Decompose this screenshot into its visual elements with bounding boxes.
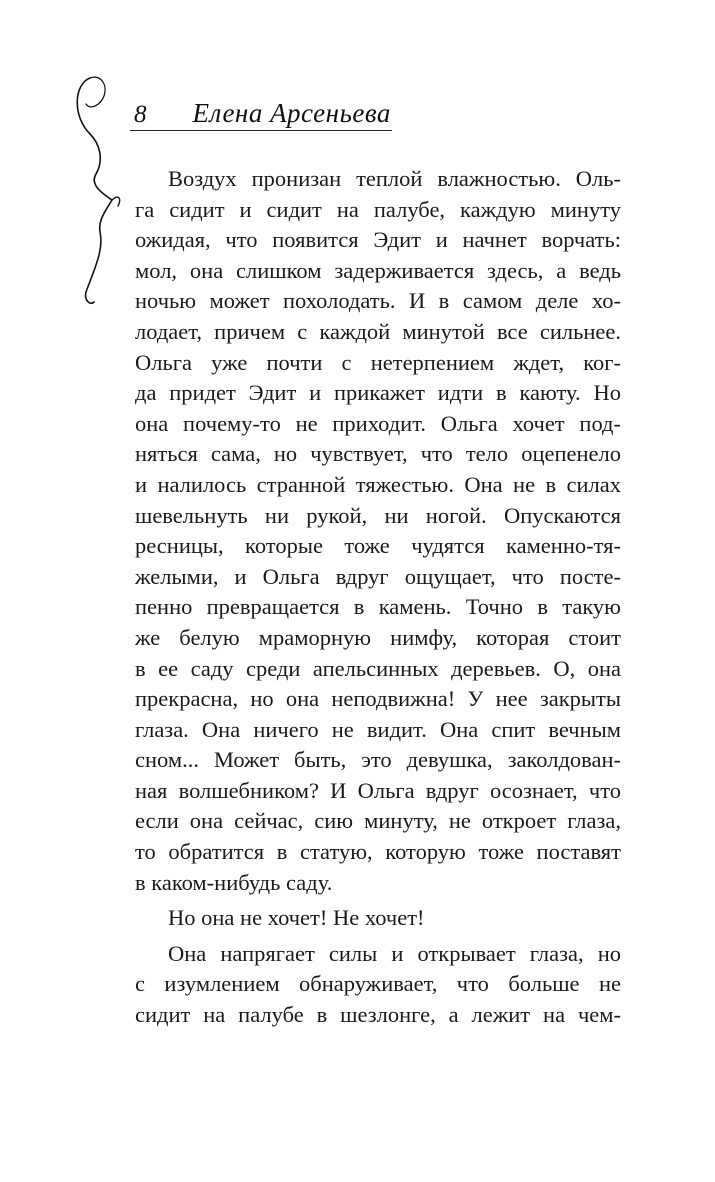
text-line: сидит на палубе в шезлонге, а лежит на чем- (135, 1002, 621, 1028)
text-line: Воздух пронизан теплой влажностью. Оль- (168, 166, 621, 191)
text-line: сном... Может быть, это девушка, заколдован- (135, 747, 621, 773)
text-line: желыми, и Ольга вдруг ощущает, что посте- (135, 563, 621, 589)
text-line: шевельнуть ни рукой, ни ногой. Опускаются (135, 502, 621, 528)
text-line: Она напрягает силы и открывает глаза, но (168, 940, 621, 966)
text-line: в каком-нибудь саду. (135, 869, 333, 895)
running-head-author: Елена Арсеньева (192, 98, 391, 128)
text-line: же белую мраморную нимфу, которая стоит (135, 624, 621, 650)
text-line: если она сейчас, сию минуту, не откроет глаза, (135, 808, 621, 834)
text-line: она почему-то не приходит. Ольга хочет под- (135, 410, 621, 436)
text-line: мол, она слишком задерживается здесь, а ведь (135, 257, 621, 283)
text-line: с изумлением обнаруживает, что больше не (135, 971, 621, 997)
paragraph-3 (135, 939, 621, 1031)
text-line: ночью может похолодать. И в самом деле хо- (135, 288, 621, 314)
text-line: няться сама, но чувствует, что тело оцепенело (135, 441, 621, 467)
text-line: ресницы, которые тоже чудятся каменно-тя- (135, 533, 621, 559)
text-line: да придет Эдит и прикажет идти в каюту. Но (135, 380, 621, 406)
text-line: ожидая, что появится Эдит и начнет ворчать: (135, 227, 621, 253)
paragraph-2 (135, 903, 621, 934)
header-rule (130, 130, 392, 131)
text-line: ная волшебником? И Ольга вдруг осознает, что (135, 777, 621, 803)
text-line: лодает, причем с каждой минутой все сильнее. (135, 318, 621, 344)
text-line: Но она не хочет! Не хочет! (168, 905, 425, 931)
text-line: в ее саду среди апельсинных деревьев. О, она (135, 655, 621, 681)
text-line: глаза. Она ничего не видит. Она спит вечным (135, 716, 621, 742)
text-line: прекрасна, но она неподвижна! У нее закрыты (135, 686, 621, 712)
text-line: то обратится в статую, которую тоже поставят (135, 839, 621, 865)
text-line: и налилось странной тяжестью. Она не в силах (135, 471, 621, 497)
text-line: Ольга уже почти с нетерпением ждет, ког- (135, 349, 621, 375)
page-number: 8 (134, 101, 147, 128)
text-line: га сидит и сидит на палубе, каждую минуту (135, 196, 621, 222)
text-line: пенно превращается в камень. Точно в такую (135, 594, 621, 620)
paragraph-1 (135, 164, 621, 898)
body-text (135, 164, 621, 1031)
page-header (134, 98, 391, 134)
